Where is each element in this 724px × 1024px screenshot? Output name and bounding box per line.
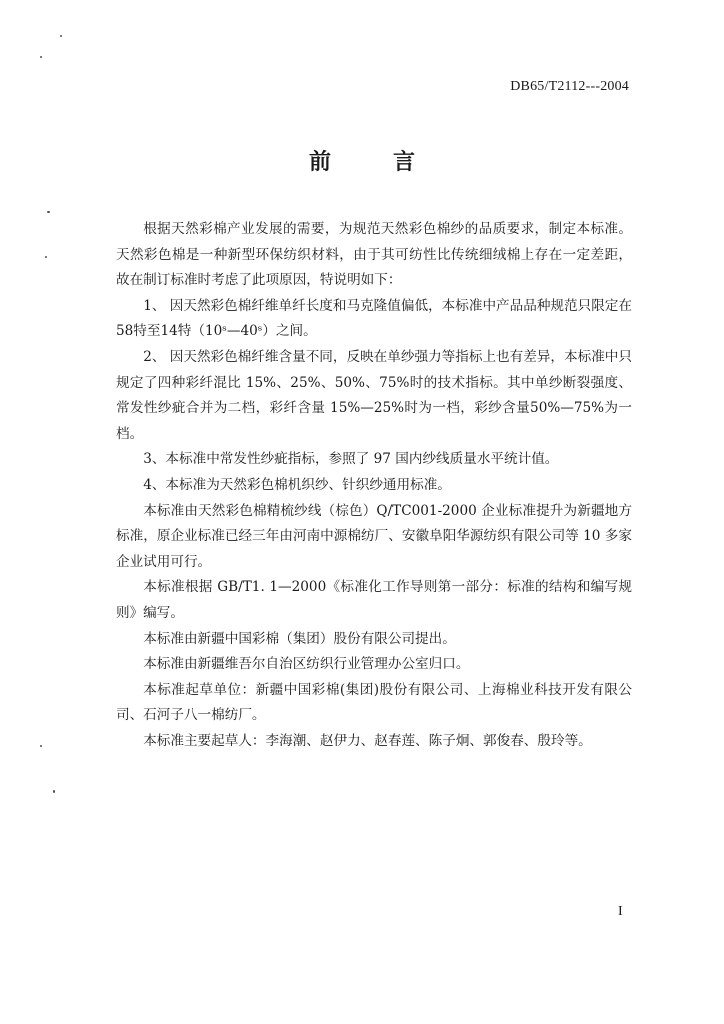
scan-mark: [60, 35, 62, 37]
scan-mark: [40, 56, 42, 58]
scan-mark: [40, 745, 42, 747]
paragraph-drafters: 本标准主要起草人：李海潮、赵伊力、赵春莲、陈子炯、郭俊春、殷玲等。: [143, 732, 592, 749]
paragraph-item-2: 2、 因天然彩色棉纤维含量不同，反映在单纱强力等指标上也有差异，本标准中只规定了四种彩纤混比 15%、25%、50%、75%时的技术指标。其中单纱断裂强度、常发性纱疵合并为二档，彩纤含量 15%—25%时为一档，彩纱含量50%—75%为一档。: [116, 348, 632, 442]
paragraph-origin: 本标准由天然彩色棉精梳纱线（棕色）Q/TC001-2000 企业标准提升为新疆地方标准，原企业标准已经三年由河南中源棉纺厂、安徽阜阳华源纺织有限公司等 10 多家企业试用可行。: [116, 502, 632, 570]
scan-mark: [47, 211, 50, 213]
paragraph-proposer: 本标准由新疆中国彩棉（集团）股份有限公司提出。: [143, 630, 456, 647]
paragraph-authority: 本标准由新疆维吾尔自治区纺织行业管理办公室归口。: [143, 656, 470, 673]
title-char-1: 前: [308, 150, 331, 175]
document-code: DB65/T2112---2004: [510, 79, 629, 94]
page-number: I: [618, 904, 623, 919]
document-body: [116, 217, 632, 754]
paragraph-intro: 根据天然彩棉产业发展的需要，为规范天然彩色棉纱的品质要求，制定本标准。天然彩色棉是一种新型环保纺织材料，由于其可纺性比传统细绒棉上存在一定差距，故在制订标准时考虑了此项原因，特说明如下：: [116, 221, 632, 289]
scan-mark: [45, 256, 47, 258]
paragraph-drafting-units: 本标准起草单位：新疆中国彩棉(集团)股份有限公司、上海棉业科技开发有限公司、石河子八一棉纺厂。: [116, 681, 632, 724]
paragraph-item-1: 1、 因天然彩色棉纤维单纤长度和马克隆值偏低，本标准中产品品种规范只限定在58特至14特（10ˢ—40ˢ）之间。: [116, 297, 632, 340]
paragraph-basis: 本标准根据 GB/T1. 1—2000《标准化工作导则第一部分：标准的结构和编写规则》编写。: [116, 579, 632, 621]
page-title: [0, 145, 724, 176]
scan-mark: [53, 790, 55, 793]
paragraph-item-3: 3、本标准中常发性纱疵指标，参照了 97 国内纱线质量水平统计值。: [143, 451, 559, 468]
paragraph-item-4: 4、本标准为天然彩色棉机织纱、针织纱通用标准。: [143, 476, 451, 493]
title-char-2: 言: [393, 150, 416, 175]
